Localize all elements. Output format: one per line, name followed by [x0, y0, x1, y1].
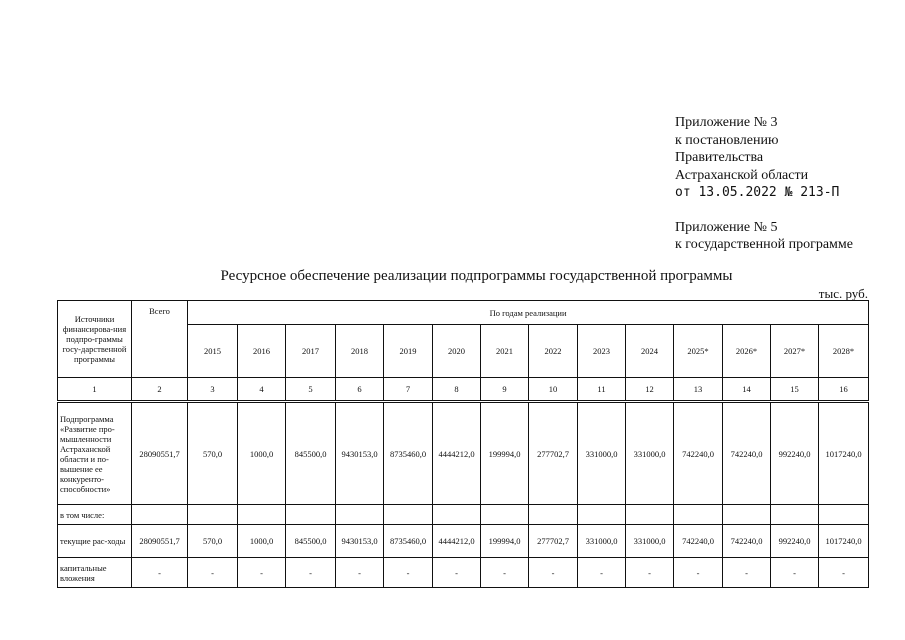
row-label: Подпрограмма «Развитие про-мышленности Астраханской области и по-вышение ее конкуренто-способности» — [58, 402, 132, 505]
year-header: 2019 — [384, 325, 433, 378]
row-label: текущие рас-ходы — [58, 525, 132, 558]
table-cell: - — [384, 558, 433, 588]
table-cell: 28090551,7 — [132, 402, 188, 505]
column-number: 12 — [626, 378, 674, 402]
year-header: 2028* — [819, 325, 869, 378]
table-cell — [529, 505, 578, 525]
year-header: 2026* — [723, 325, 771, 378]
appendix-line: Приложение № 5 — [675, 219, 778, 235]
table-cell — [238, 505, 286, 525]
row-label: в том числе: — [58, 505, 132, 525]
table-cell: 742240,0 — [674, 402, 723, 505]
table-cell: 1000,0 — [238, 402, 286, 505]
table-cell: 331000,0 — [626, 402, 674, 505]
table-cell: - — [336, 558, 384, 588]
column-number: 6 — [336, 378, 384, 402]
table-cell — [433, 505, 481, 525]
appendix-block — [675, 114, 853, 254]
table-cell: - — [529, 558, 578, 588]
table-cell — [626, 505, 674, 525]
year-header: 2016 — [238, 325, 286, 378]
table-cell: 1000,0 — [238, 525, 286, 558]
table-cell: 742240,0 — [723, 525, 771, 558]
header-source: Источники финансирова-ния подпро-граммы госу-дарственной программы — [58, 301, 132, 378]
table-cell: 992240,0 — [771, 525, 819, 558]
table-cell — [674, 505, 723, 525]
table-cell: 8735460,0 — [384, 402, 433, 505]
table-cell — [384, 505, 433, 525]
year-header: 2021 — [481, 325, 529, 378]
table-cell — [132, 505, 188, 525]
table-cell: - — [433, 558, 481, 588]
table-cell — [819, 505, 869, 525]
year-header: 2020 — [433, 325, 481, 378]
table-cell: - — [723, 558, 771, 588]
year-header: 2018 — [336, 325, 384, 378]
column-number: 10 — [529, 378, 578, 402]
year-header: 2024 — [626, 325, 674, 378]
table-row — [58, 402, 869, 505]
table-cell: 742240,0 — [674, 525, 723, 558]
table-cell — [723, 505, 771, 525]
column-number: 8 — [433, 378, 481, 402]
table-row — [58, 505, 869, 525]
table-cell: 277702,7 — [529, 525, 578, 558]
resource-table — [57, 300, 869, 588]
table-cell: 9430153,0 — [336, 402, 384, 505]
table-cell: 742240,0 — [723, 402, 771, 505]
table-cell: 845500,0 — [286, 525, 336, 558]
table-cell: 8735460,0 — [384, 525, 433, 558]
appendix-line: к государственной программе — [675, 237, 853, 252]
table-cell — [578, 505, 626, 525]
table-cell — [188, 505, 238, 525]
column-number: 3 — [188, 378, 238, 402]
table-cell: 992240,0 — [771, 402, 819, 505]
table-cell — [481, 505, 529, 525]
table-cell: 9430153,0 — [336, 525, 384, 558]
decree-date-number: от 13.05.2022 № 213-П — [675, 185, 840, 200]
table-cell: - — [771, 558, 819, 588]
appendix-line: Астраханской области — [675, 167, 809, 183]
row-label: капитальные вложения — [58, 558, 132, 588]
year-header: 2023 — [578, 325, 626, 378]
table-cell: 845500,0 — [286, 402, 336, 505]
table-cell: 199994,0 — [481, 525, 529, 558]
year-header: 2027* — [771, 325, 819, 378]
table-cell: - — [819, 558, 869, 588]
appendix-line: Правительства — [675, 150, 764, 165]
table-cell: - — [238, 558, 286, 588]
column-number: 2 — [132, 378, 188, 402]
table-cell: 570,0 — [188, 402, 238, 505]
table-cell: - — [578, 558, 626, 588]
table-cell: - — [481, 558, 529, 588]
units-label: тыс. руб. — [818, 286, 868, 301]
table-cell: 28090551,7 — [132, 525, 188, 558]
table-cell: - — [132, 558, 188, 588]
column-numbers-row — [58, 378, 869, 402]
table-cell: 331000,0 — [578, 525, 626, 558]
appendix-line: Приложение № 3 — [675, 115, 778, 130]
column-number: 4 — [238, 378, 286, 402]
year-header: 2025* — [674, 325, 723, 378]
table-cell — [771, 505, 819, 525]
column-number: 9 — [481, 378, 529, 402]
column-number: 13 — [674, 378, 723, 402]
table-cell: 199994,0 — [481, 402, 529, 505]
table-cell: - — [674, 558, 723, 588]
table-cell: 570,0 — [188, 525, 238, 558]
table-cell: 4444212,0 — [433, 525, 481, 558]
header-total: Всего — [132, 301, 188, 378]
table-row — [58, 525, 869, 558]
appendix-line: к постановлению — [675, 132, 779, 148]
table-cell: - — [188, 558, 238, 588]
column-number: 15 — [771, 378, 819, 402]
table-cell: 331000,0 — [626, 525, 674, 558]
table-cell: - — [286, 558, 336, 588]
column-number: 16 — [819, 378, 869, 402]
year-header: 2015 — [188, 325, 238, 378]
table-cell: 277702,7 — [529, 402, 578, 505]
column-number: 7 — [384, 378, 433, 402]
table-cell — [336, 505, 384, 525]
table-cell: 4444212,0 — [433, 402, 481, 505]
header-years-group: По годам реализации — [188, 301, 869, 325]
year-header: 2022 — [529, 325, 578, 378]
header-row — [58, 301, 869, 325]
year-header: 2017 — [286, 325, 336, 378]
table-row — [58, 558, 869, 588]
document-title: Ресурсное обеспечение реализации подпрограммы государственной программы — [220, 268, 733, 284]
table-cell: - — [626, 558, 674, 588]
column-number: 5 — [286, 378, 336, 402]
column-number: 14 — [723, 378, 771, 402]
table-cell — [286, 505, 336, 525]
column-number: 1 — [58, 378, 132, 402]
table-cell: 1017240,0 — [819, 402, 869, 505]
column-number: 11 — [578, 378, 626, 402]
table-cell: 1017240,0 — [819, 525, 869, 558]
table-cell: 331000,0 — [578, 402, 626, 505]
